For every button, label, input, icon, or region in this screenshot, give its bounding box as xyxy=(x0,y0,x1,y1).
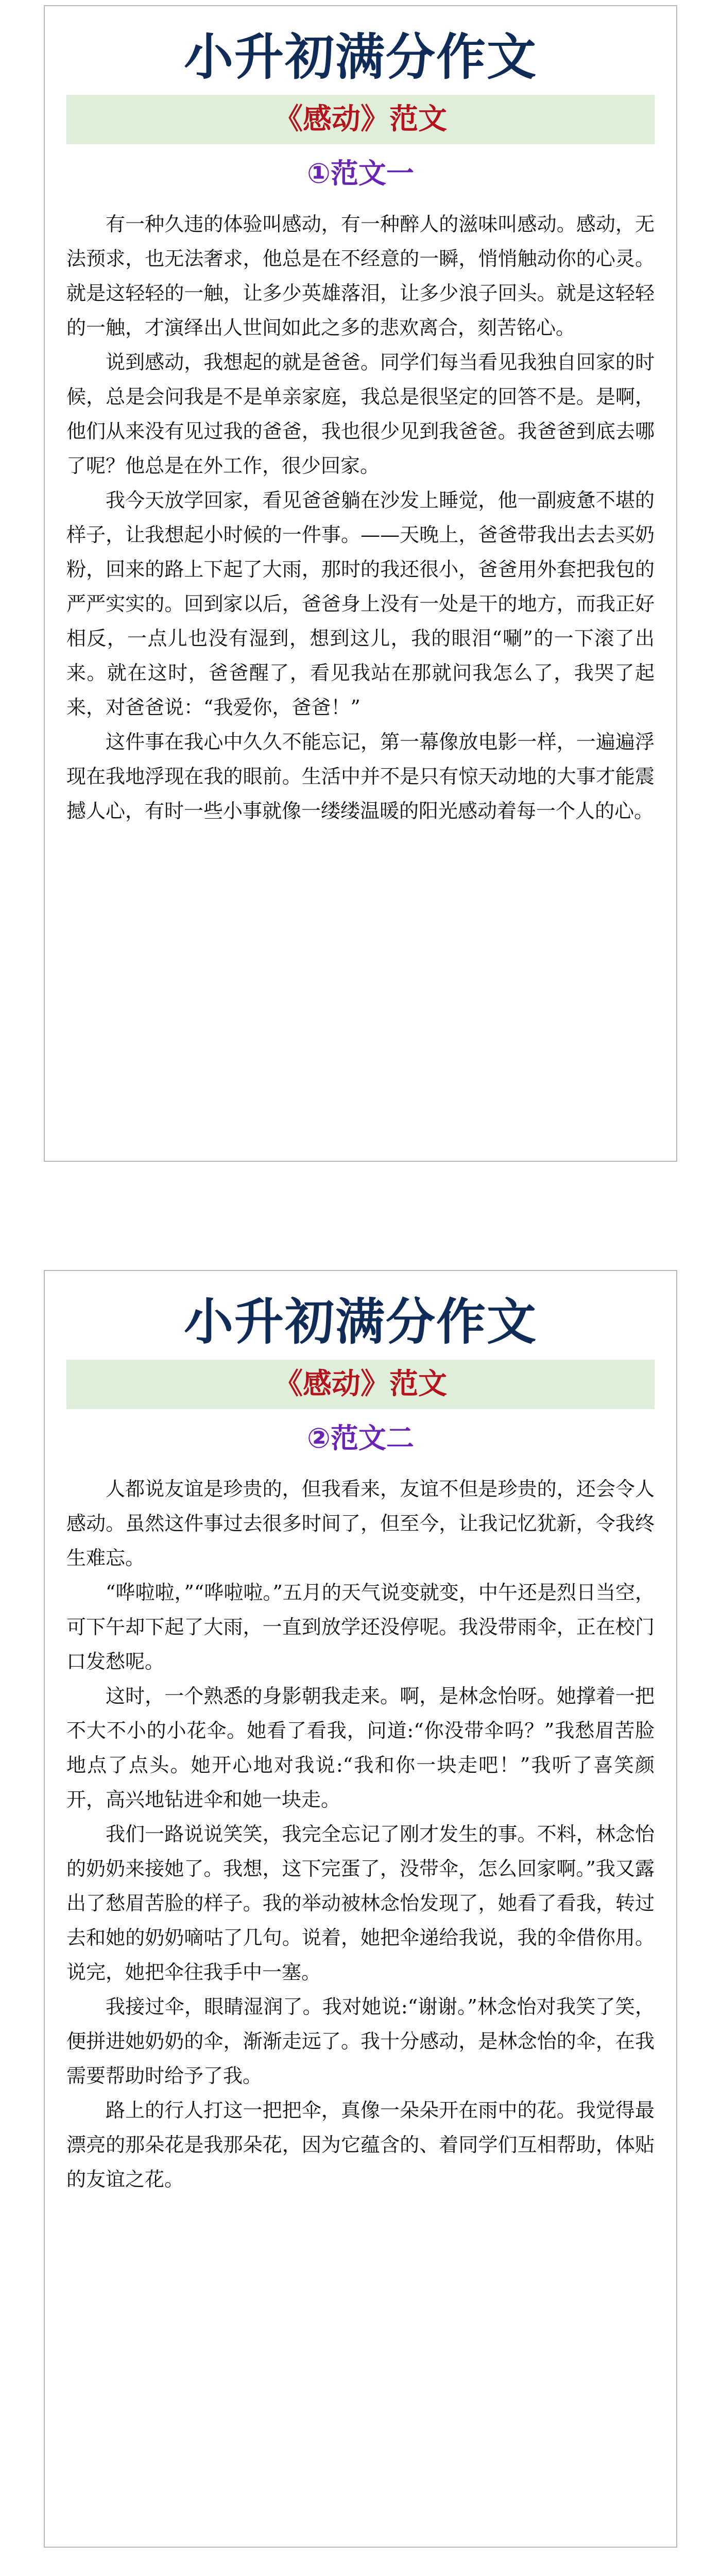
essay-card-2 xyxy=(44,1270,677,2548)
essay-card-1 xyxy=(44,5,677,1162)
topic-bar: 《感动》范文 xyxy=(66,1360,655,1409)
paragraph: 这件事在我心中久久不能忘记，第一幕像放电影一样，一遍遍浮现在我地浮现在我的眼前。生活中并不是只有惊天动地的大事才能震撼人心，有时一些小事就像一缕缕温暖的阳光感动着每一个人的心。 xyxy=(66,731,655,822)
paragraph: 我接过伞，眼睛湿润了。我对她说:“谢谢。”林念怡对我笑了笑，便拼进她奶奶的伞，渐渐走远了。我十分感动，是林念怡的伞，在我需要帮助时给予了我。 xyxy=(66,1995,655,2087)
paragraph: 人都说友谊是珍贵的，但我看来，友谊不但是珍贵的，还会令人感动。虽然这件事过去很多时间了，但至今，让我记忆犹新，令我终生难忘。 xyxy=(66,1478,655,1569)
paragraph: 我今天放学回家，看见爸爸躺在沙发上睡觉，他一副疲惫不堪的样子，让我想起小时候的一件事。——天晚上，爸爸带我出去去买奶粉，回来的路上下起了大雨，那时的我还很小，爸爸用外套把我包的严严实实的。回到家以后，爸爸身上没有一处是干的地方，而我正好相反，一点儿也没有湿到，想到这儿，我的眼泪“唰”的一下滚了出来。就在这时，爸爸醒了，看见我站在那就问我怎么了，我哭了起来，对爸爸说：“我爱你，爸爸！” xyxy=(66,489,655,719)
paragraph: 这时，一个熟悉的身影朝我走来。啊，是林念怡呀。她撑着一把不大不小的小花伞。她看了看我，问道:“你没带伞吗？”我愁眉苦脸地点了点头。她开心地对我说:“我和你一块走吧！”我听了喜笑颜开，高兴地钻进伞和她一块走。 xyxy=(66,1685,655,1811)
paragraph: 有一种久违的体验叫感动，有一种醉人的滋味叫感动。感动，无法预求，也无法奢求，他总是在不经意的一瞬，悄悄触动你的心灵。就是这轻轻的一触，让多少英雄落泪，让多少浪子回头。就是这轻轻的一触，才演绎出人世间如此之多的悲欢离合，刻苦铭心。 xyxy=(66,213,655,339)
paragraph: 路上的行人打这一把把伞，真像一朵朵开在雨中的花。我觉得最漂亮的那朵花是我那朵花，因为它蕴含的、着同学们互相帮助，体贴的友谊之花。 xyxy=(66,2099,655,2191)
card-title: 小升初满分作文 xyxy=(184,28,537,86)
topic-bar: 《感动》范文 xyxy=(66,95,655,144)
paragraph: 说到感动，我想起的就是爸爸。同学们每当看见我独自回家的时候，总是会问我是不是单亲家庭，我总是很坚定的回答不是。是啊，他们从来没有见过我的爸爸，我也很少见到我爸爸。我爸爸到底去哪了呢？他总是在外工作，很少回家。 xyxy=(66,351,655,477)
paragraph: “哗啦啦，”“哗啦啦。”五月的天气说变就变，中午还是烈日当空，可下午却下起了大雨，一直到放学还没停呢。我没带雨伞，正在校门口发愁呢。 xyxy=(66,1581,655,1673)
paragraph: 我们一路说说笑笑，我完全忘记了刚才发生的事。不料，林念怡的奶奶来接她了。我想，这下完蛋了，没带伞，怎么回家啊。”我又露出了愁眉苦脸的样子。我的举动被林念怡发现了，她看了看我，转过去和她的奶奶嘀咕了几句。说着，她把伞递给我说，我的伞借你用。说完，她把伞往我手中一塞。 xyxy=(66,1823,655,1984)
card-title: 小升初满分作文 xyxy=(184,1293,537,1351)
sample-label: ①范文一 xyxy=(307,157,414,190)
sample-label: ②范文二 xyxy=(307,1422,414,1454)
